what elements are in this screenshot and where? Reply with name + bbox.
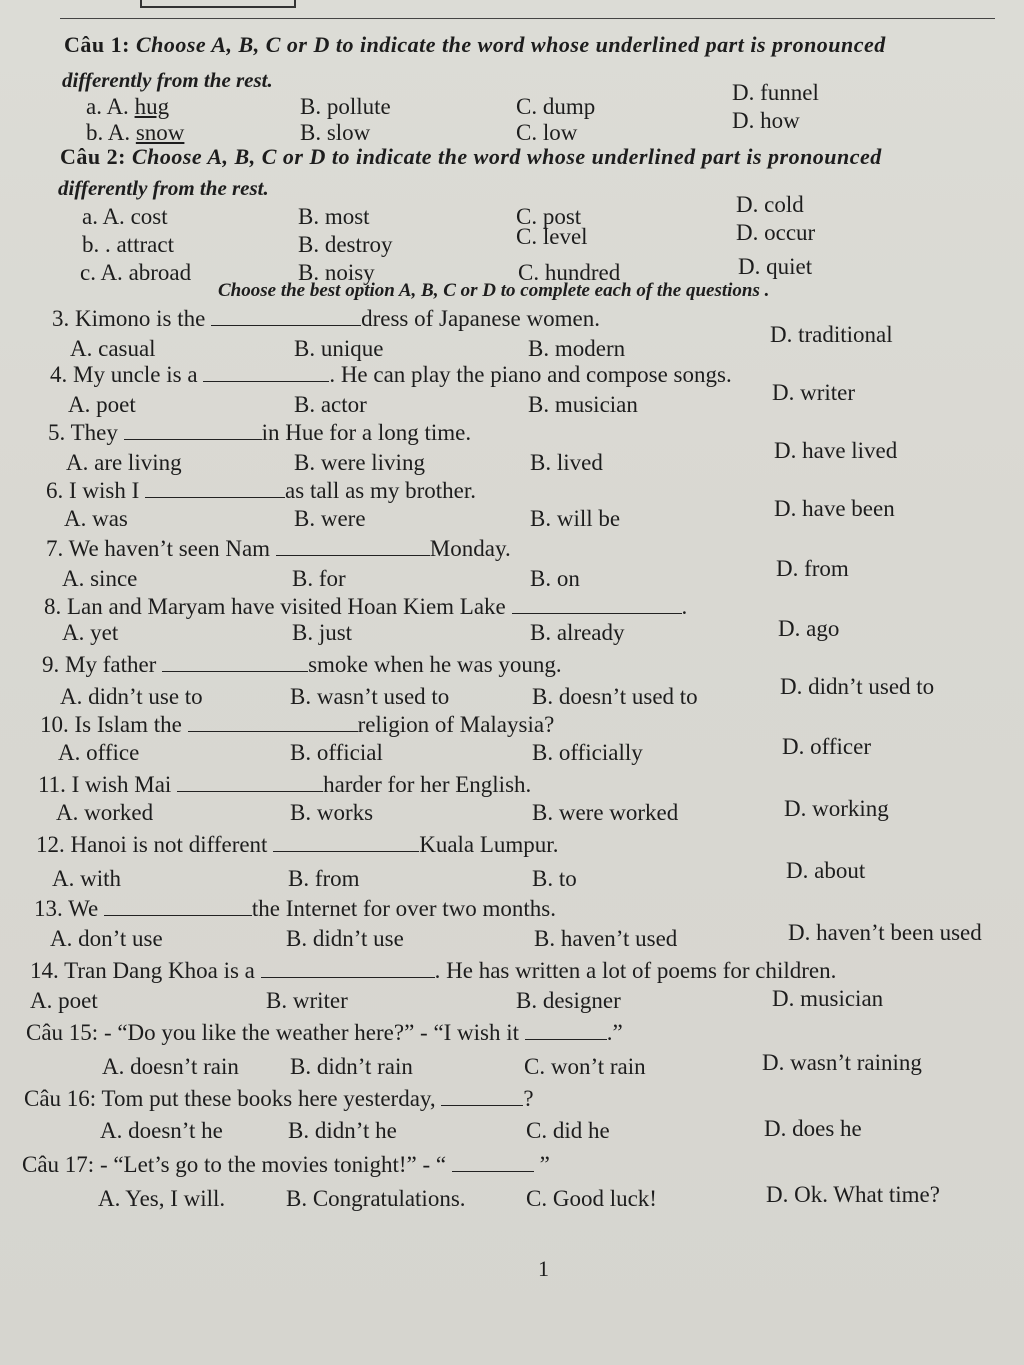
option-d: D. about <box>786 858 866 883</box>
option-d: D. officer <box>782 734 871 759</box>
question-text-tail: .” <box>606 1020 623 1045</box>
question-text-tail: smoke when he was young. <box>308 652 562 677</box>
option-a: A. Yes, I will. <box>98 1186 226 1211</box>
q1-title-line2: differently from the rest. <box>62 68 273 92</box>
answer-blank <box>203 363 329 382</box>
option-d: D. have lived <box>774 438 898 463</box>
question-text: 9. My father <box>42 652 163 677</box>
option-b: B. writer <box>266 988 348 1013</box>
option-b: B. were <box>294 506 366 531</box>
question-text: 11. I wish Mai <box>38 772 178 797</box>
answer-blank <box>104 897 252 916</box>
question-stem <box>30 958 836 984</box>
option-c: B. musician <box>528 392 638 417</box>
question-text: 5. They <box>48 420 124 445</box>
option-a: A. casual <box>70 336 156 361</box>
q2b-option-a: b. . attract <box>82 232 174 257</box>
q1-title-text: Choose A, B, C or D to indicate the word whose underlined part is pronounced <box>135 32 886 57</box>
q2b-row <box>0 220 1024 262</box>
q1a-option-d: D. funnel <box>732 80 819 105</box>
answer-blank <box>261 959 435 978</box>
q2b-option-d: D. occur <box>736 220 816 245</box>
option-c: B. officially <box>532 740 643 765</box>
question-text: Câu 15: - “Do you like the weather here?” - “I wish it <box>26 1020 525 1045</box>
option-b: B. actor <box>294 392 367 417</box>
question-text-tail: the Internet for over two months. <box>251 896 556 921</box>
option-c: B. will be <box>530 506 621 531</box>
q2a-option-b: B. most <box>298 204 370 229</box>
option-c: C. won’t rain <box>524 1054 646 1079</box>
question-text-tail: . He has written a lot of poems for children. <box>434 958 837 983</box>
question-stem <box>46 536 511 562</box>
option-d: D. does he <box>764 1116 862 1141</box>
answer-blank <box>124 421 262 440</box>
option-a: A. with <box>52 866 121 891</box>
q1-title <box>64 32 886 58</box>
option-b: B. Congratulations. <box>286 1186 466 1211</box>
answer-blank <box>525 1021 607 1040</box>
option-b: B. for <box>292 566 346 591</box>
q1a-option-c: C. dump <box>516 94 596 119</box>
question-text: 6. I wish I <box>46 478 146 503</box>
option-d: D. from <box>776 556 849 581</box>
option-a: A. poet <box>30 988 98 1013</box>
question-stem <box>44 594 687 620</box>
question-text-tail: dress of Japanese women. <box>361 306 600 331</box>
question-stem <box>46 478 476 504</box>
q1b-option-b: B. slow <box>300 120 371 145</box>
answer-blank <box>276 537 430 556</box>
option-c: B. doesn’t used to <box>532 684 698 709</box>
answer-blank <box>145 479 285 498</box>
question-text-tail: . He can play the piano and compose songs. <box>329 362 732 387</box>
option-c: B. were worked <box>532 800 679 825</box>
q1-title-lead: Câu 1: <box>64 32 130 57</box>
q2c-option-d: D. quiet <box>738 254 813 279</box>
question-text: 7. We haven’t seen Nam <box>46 536 276 561</box>
question-stem <box>40 712 554 738</box>
answer-blank <box>273 833 419 852</box>
header-box <box>140 0 296 8</box>
answer-blank <box>512 595 682 614</box>
option-c: B. on <box>530 566 580 591</box>
question-text: 12. Hanoi is not different <box>36 832 274 857</box>
q2a-option-a: a. A. cost <box>82 204 168 229</box>
question-stem <box>36 832 558 858</box>
option-b: B. works <box>290 800 374 825</box>
question-text: 14. Tran Dang Khoa is a <box>30 958 261 983</box>
q2b-option-c: C. level <box>516 224 588 249</box>
option-b: B. official <box>290 740 383 765</box>
answer-blank <box>162 653 308 672</box>
question-text: 13. We <box>34 896 104 921</box>
question-text-tail: ? <box>523 1086 534 1111</box>
question-text-tail: . <box>681 594 688 619</box>
question-text: 10. Is Islam the <box>40 712 188 737</box>
question-text: Câu 17: - “Let’s go to the movies tonight!” - “ <box>22 1152 452 1177</box>
question-stem <box>48 420 471 446</box>
answer-blank <box>441 1087 523 1106</box>
option-c: B. to <box>532 866 577 891</box>
q2c-option-a: c. A. abroad <box>80 260 192 285</box>
q1b-option-d: D. how <box>732 108 800 133</box>
question-stem <box>52 306 600 332</box>
option-b: B. didn’t he <box>288 1118 397 1143</box>
option-d: D. haven’t been used <box>788 920 982 945</box>
option-a: A. since <box>62 566 138 591</box>
option-a: A. yet <box>62 620 119 645</box>
option-d: D. writer <box>772 380 856 405</box>
q2-title-line2: differently from the rest. <box>58 176 269 200</box>
question-stem <box>34 896 556 922</box>
q2-title <box>60 144 882 170</box>
option-b: B. were living <box>294 450 425 475</box>
answer-blank <box>211 307 361 326</box>
option-d: D. ago <box>778 616 840 641</box>
option-a: A. office <box>58 740 140 765</box>
question-text-tail: Kuala Lumpur. <box>419 832 559 857</box>
option-a: A. don’t use <box>50 926 163 951</box>
option-a: A. are living <box>66 450 182 475</box>
option-d: D. Ok. What time? <box>766 1182 940 1207</box>
question-stem <box>42 652 562 678</box>
option-c: B. lived <box>530 450 603 475</box>
page-number: 1 <box>538 1256 549 1281</box>
q1a-option-b: B. pollute <box>300 94 391 119</box>
option-b: B. just <box>292 620 353 645</box>
option-a: A. didn’t use to <box>60 684 203 709</box>
option-a: A. poet <box>68 392 136 417</box>
question-text-tail: religion of Malaysia? <box>357 712 555 737</box>
option-a: A. doesn’t rain <box>102 1054 239 1079</box>
question-text: 3. Kimono is the <box>52 306 212 331</box>
option-d: D. have been <box>774 496 895 521</box>
question-stem <box>26 1020 623 1046</box>
q2b-option-b: B. destroy <box>298 232 393 257</box>
option-d: D. didn’t used to <box>780 674 935 699</box>
answer-blank <box>177 773 323 792</box>
option-b: B. from <box>288 866 360 891</box>
option-b: B. didn’t rain <box>290 1054 413 1079</box>
question-text: 4. My uncle is a <box>50 362 204 387</box>
option-b: B. wasn’t used to <box>290 684 450 709</box>
question-text: 8. Lan and Maryam have visited Hoan Kiem Lake <box>44 594 512 619</box>
question-text-tail: Monday. <box>429 536 511 561</box>
q2-title-lead: Câu 2: <box>60 144 126 169</box>
question-stem <box>38 772 531 798</box>
option-a: A. was <box>64 506 128 531</box>
q2c-option-b: B. noisy <box>298 260 375 285</box>
question-stem <box>50 362 732 388</box>
header-rule <box>60 18 995 19</box>
question-text-tail: in Hue for a long time. <box>261 420 472 445</box>
q2a-option-d: D. cold <box>736 192 804 217</box>
question-stem <box>22 1152 550 1178</box>
option-b: B. didn’t use <box>286 926 404 951</box>
q1a-option-a: a. A. hug <box>86 94 170 119</box>
option-a: A. worked <box>56 800 154 825</box>
q2a-option-c: C. post <box>516 204 582 229</box>
option-d: D. musician <box>772 986 884 1011</box>
option-a: A. doesn’t he <box>100 1118 223 1143</box>
q1b-option-c: C. low <box>516 120 578 145</box>
option-b: B. unique <box>294 336 384 361</box>
answer-blank <box>452 1153 534 1172</box>
option-c: B. modern <box>528 336 626 361</box>
question-text-tail: ” <box>533 1152 550 1177</box>
option-d: D. traditional <box>770 322 893 347</box>
option-d: D. wasn’t raining <box>762 1050 922 1075</box>
option-c: B. already <box>530 620 625 645</box>
q1b-option-a: b. A. snow <box>86 120 185 145</box>
option-c: C. did he <box>526 1118 610 1143</box>
section-instruction: Choose the best option A, B, C or D to complete each of the questions . <box>218 280 770 301</box>
option-c: B. designer <box>516 988 621 1013</box>
q2-title-text: Choose A, B, C or D to indicate the word whose underlined part is pronounced <box>131 144 882 169</box>
question-stem <box>24 1086 534 1112</box>
q2a-row <box>0 192 1024 234</box>
option-d: D. working <box>784 796 889 821</box>
answer-blank <box>188 713 358 732</box>
option-c: C. Good luck! <box>526 1186 657 1211</box>
question-text: Câu 16: Tom put these books here yesterday, <box>24 1086 442 1111</box>
q2c-option-c: C. hundred <box>518 260 621 285</box>
option-c: B. haven’t used <box>534 926 678 951</box>
question-text-tail: harder for her English. <box>323 772 532 797</box>
question-text-tail: as tall as my brother. <box>285 478 477 503</box>
